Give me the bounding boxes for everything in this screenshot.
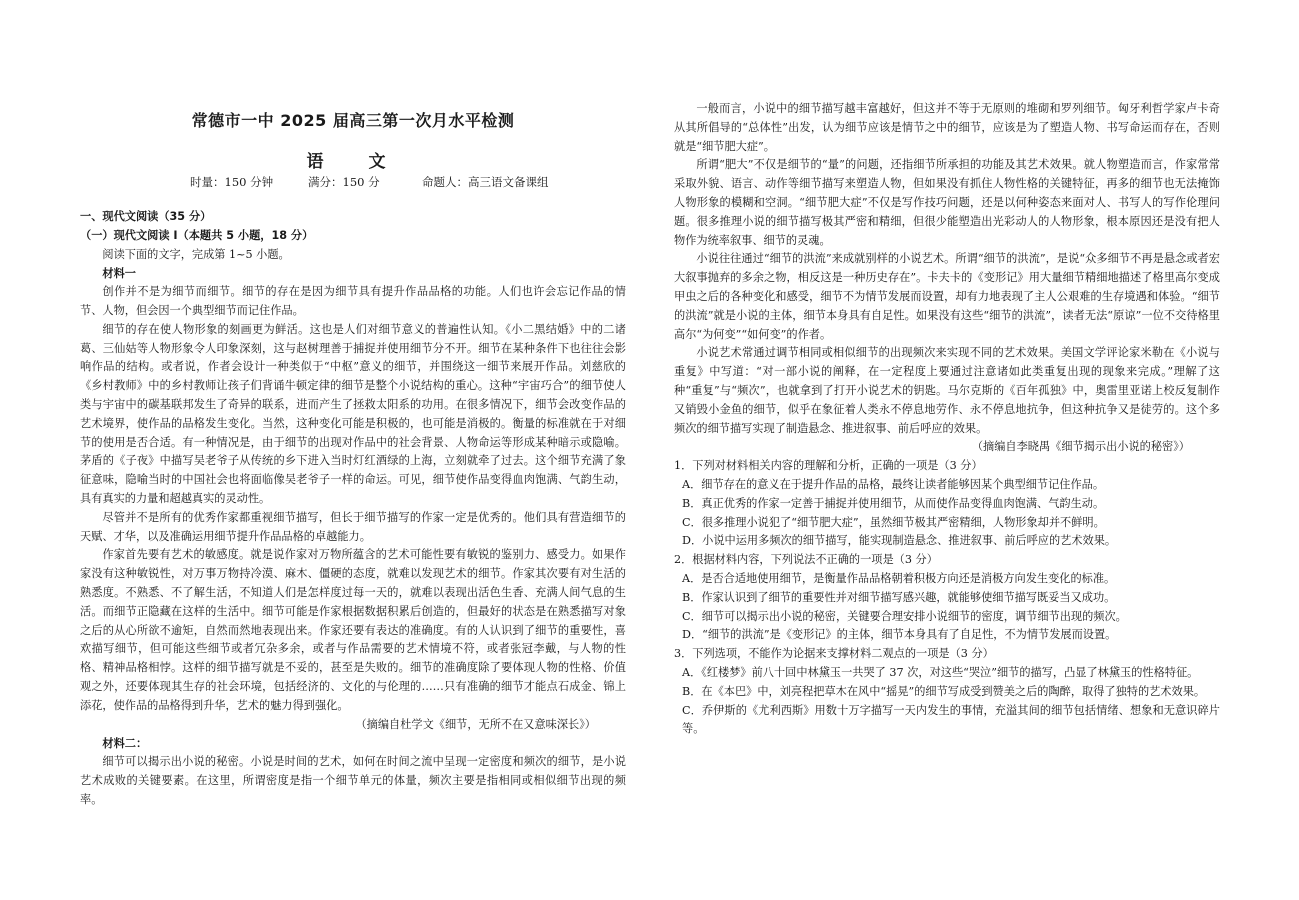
exam-time: 时量：150 分钟: [190, 175, 274, 189]
question-2-option-c: C．细节可以揭示出小说的秘密，关键要合理安排小说细节的密度，调节细节出现的频次。: [682, 609, 1127, 623]
left-text-flow: [80, 208, 626, 810]
question-2-option-b: B．作家认识到了细节的重要性并对细节描写感兴趣，就能够使细节描写既妥当又成功。: [682, 590, 1116, 604]
material-1-label: 材料一: [102, 266, 136, 281]
question-3-option-a: A．《红楼梦》前八十回中林黛玉一共哭了 37 次，对这些“哭泣”细节的描写，凸显了林黛玉的性格特征。: [682, 665, 1199, 679]
exam-subject: 语 文: [306, 152, 400, 172]
material-1-paragraph: 作家首先要有艺术的敏感度。就是说作家对万物所蕴含的艺术可能性要有敏锐的鉴别力、感受力。如果作家没有这种敏锐性，对万事万物持冷漠、麻木、僵硬的态度，就难以发现艺术的细节。作家其次要有对生活的熟悉度。不熟悉、不了解生活，不知道人们是怎样度过每一天的，就难以表现出活色生香、充满人间气息的生活。而细节正隐藏在这样的生活中。细节可能是作家根据数据积累后创造的，但最好的状态是在熟悉描写对象之后的从心所欲不逾矩，自然而然地表现出来。作家还要有表达的准确度。有的人认识到了细节的重要性，喜欢描写细节，但可能这些细节或者冗杂多余，或者与作品需要的艺术情境不符，或者张冠李戴，与人物的性格、精神品格相悖。这样的细节描写就是不妥的，甚至是失败的。细节的准确度除了要体现人物的性格、价值观之外，还要体现其生存的社会环境，包括经济的、文化的与伦理的……只有准确的细节才能点石成金、锦上添花，使作品的品格得到升华，艺术的魅力得到强化。: [80, 548, 626, 712]
material-1-source: （摘编自杜学文《细节，无所不在又意味深长》）: [355, 717, 596, 731]
material-2-source: （摘编自李晓禺《细节揭示出小说的秘密》）: [971, 440, 1190, 454]
question-1-stem: 1．下列对材料相关内容的理解和分析，正确的一项是（3 分）: [674, 459, 983, 473]
material-2-paragraph: 一般而言，小说中的细节描写越丰富越好，但这并不等于无原则的堆砌和罗列细节。匈牙利哲学家卢卡奇从其所倡导的“总体性”出发，认为细节应该是情节之中的细节，应该是为了塑造人物、书写命运而存在，否则就是“细节肥大症”。: [674, 102, 1220, 153]
exam-title: 常德市一中 2025 届高三第一次月水平检测: [191, 111, 515, 130]
material-2-paragraph: 所谓“肥大”不仅是细节的“量”的问题，还指细节所承担的功能及其艺术效果。就人物塑造而言，作家常常采取外貌、语言、动作等细节描写来塑造人物，但如果没有抓住人物性格的关键特征，再多的细节也无法掩饰人物形象的模糊和空洞。“细节肥大症”不仅是写作技巧问题，还是以何种姿态来面对人、书写人的写作伦理问题。很多推理小说的细节描写极其严密和精细，但很少能塑造出光彩动人的人物形象，根本原因还是没有把人物作为统率叙事、细节的灵魂。: [674, 158, 1220, 247]
question-3-stem: 3．下列选项，不能作为论据来支撑材料二观点的一项是（3 分）: [674, 647, 994, 661]
question-2-stem: 2．根据材料内容，下列说法不正确的一项是（3 分）: [674, 553, 938, 567]
question-1-option-d: D．小说中运用多频次的细节描写，能实现制造悬念、推进叙事、前后呼应的艺术效果。: [682, 534, 1117, 548]
section-heading: 一、现代文阅读（35 分）: [80, 210, 212, 223]
material-2-paragraph: 细节可以揭示出小说的秘密。小说是时间的艺术，如何在时间之流中呈现一定密度和频次的细节，是小说艺术成败的关键要素。在这里，所谓密度是指一个细节单元的体量，频次主要是指相同或相似细节出现的频率。: [80, 755, 626, 806]
question-1-option-b: B．真正优秀的作家一定善于捕捉并使用细节，从而使作品变得血肉饱满、气韵生动。: [682, 496, 1105, 510]
exam-author: 命题人：高三语文备课组: [422, 175, 549, 189]
question-3-option-c: C．乔伊斯的《尤利西斯》用数十万字描写一天内发生的事情，充溢其间的细节包括情绪、想象和无意识碎片等。: [682, 703, 1220, 736]
material-1-paragraph: 细节的存在使人物形象的刻画更为鲜活。这也是人们对细节意义的普遍性认知。《小二黑结婚》中的二诸葛、三仙姑等人物形象令人印象深刻，这与赵树理善于捕捉并使用细节分不开。细节在某种条件下也往往会影响作品的结构。或者说，作者会设计一种类似于“中枢”意义的细节，并围绕这一细节来展开作品。刘慈欣的《乡村教师》中的乡村教师让孩子们背诵牛顿定律的细节是整个小说结构的重心。这种“宇宙巧合”的细节使人类与宇宙中的碳基联邦发生了奇异的联系，进而产生了拯救太阳系的功用。在很多情况下，细节会改变作品的艺术境界，使作品的品格发生变化。当然，这种变化可能是积极的，也可能是消极的。衡量的标准就在于对细节的使用是否合适。有一种情况是，由于细节的出现对作品中的社会背景、人物命运等形成某种暗示或隐喻。茅盾的《子夜》中描写吴老爷子从传统的乡下进入当时灯红酒绿的上海，立刻就牵了过去。这个细节充满了象征意味，隐喻当时的中国社会也将面临像吴老爷子一样的命运。可见，细节使作品变得血肉饱满、气韵生动，具有真实的力量和超越真实的灵动性。: [80, 322, 626, 505]
material-2-paragraph: 小说艺术常通过调节相同或相似细节的出现频次来实现不同的艺术效果。美国文学评论家米勒在《小说与重复》中写道：“对一部小说的阐释，在一定程度上要通过注意诸如此类重复出现的现象来完成。”理解了这种“重复”与“频次”，也就拿到了打开小说艺术的钥匙。马尔克斯的《百年孤独》中，奥雷里亚诺上校反复制作又销毁小金鱼的细节，似乎在象征着人类永不停息地劳作、永不停息地抗争，但这种抗争又是徒劳的。这个多频次的细节描写实现了制造悬念、推进叙事、前后呼应的效果。: [674, 346, 1220, 435]
material-1-paragraph: 尽管并不是所有的优秀作家都重视细节描写，但长于细节描写的作家一定是优秀的。他们具有营造细节的天赋、才华，以及准确运用细节提升作品品格的卓越能力。: [80, 510, 626, 543]
material-1-paragraph: 创作并不是为细节而细节。细节的存在是因为细节具有提升作品品格的功能。人们也许会忘记作品的情节、人物，但会因一个典型细节而记住作品。: [80, 285, 626, 317]
material-2-label: 材料二：: [102, 736, 148, 751]
question-1-option-c: C．很多推理小说犯了“细节肥大症”，虽然细节极其严密精细，人物形象却并不鲜明。: [682, 515, 1105, 529]
right-text-flow: [674, 100, 1220, 739]
material-2-paragraph: 小说往往通过“细节的洪流”来成就别样的小说艺术。所谓“细节的洪流”，是说“众多细节不再是悬念或者宏大叙事抛弃的多余之物，相反这是一种历史存在”。卡夫卡的《变形记》用大量细节精细地描述了格里高尔变成甲虫之后的各种变化和感受，细节不为情节发展而设置，却有力地表现了主人公艰难的生存境遇和体验。“细节的洪流”就是小说的主体，细节本身具有自足性。如果没有这些“细节的洪流”，读者无法“原谅”一位不交待格里高尔“为何变”“如何变”的作者。: [674, 252, 1220, 341]
exam-score: 满分：150 分: [308, 175, 380, 189]
question-3-option-b: B．在《本巴》中，刘亮程把草木在风中“摇晃”的细节写成受到赞美之后的陶醉，取得了独特的艺术效果。: [682, 684, 1206, 698]
section-subheading: （一）现代文阅读 I（本题共 5 小题，18 分）: [80, 228, 314, 242]
question-2-option-a: A．是否合适地使用细节，是衡量作品品格朝着积极方向还是消极方向发生变化的标准。: [682, 571, 1116, 585]
question-1-option-a: A．细节存在的意义在于提升作品的品格，最终让读者能够因某个典型细节记住作品。: [682, 477, 1105, 491]
instruction: 阅读下面的文字，完成第 1~5 小题。: [102, 247, 290, 261]
question-2-option-d: D．“细节的洪流”是《变形记》的主体，细节本身具有了自足性，不为情节发展而设置。: [682, 628, 1117, 642]
